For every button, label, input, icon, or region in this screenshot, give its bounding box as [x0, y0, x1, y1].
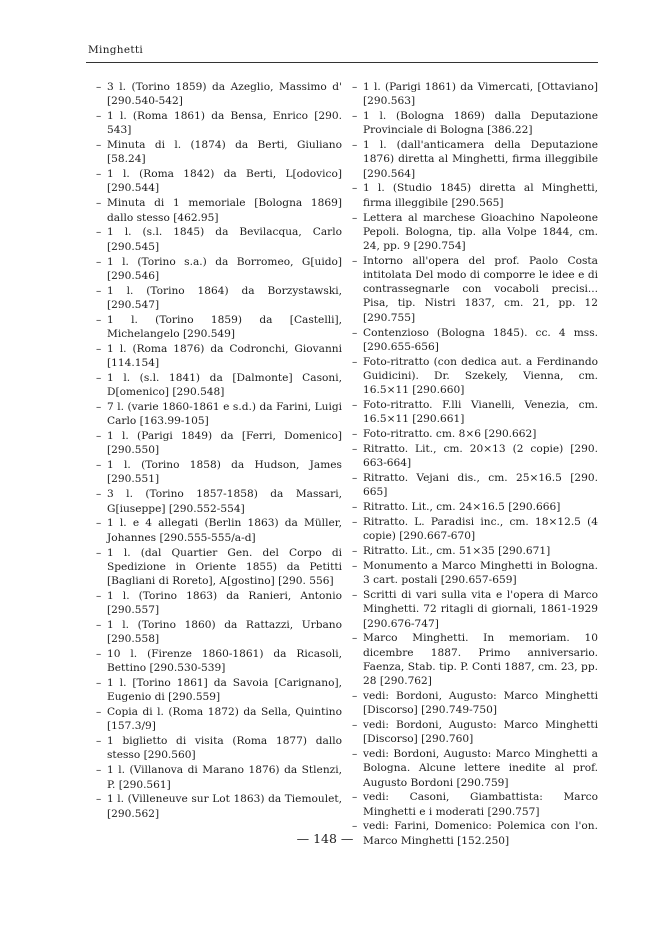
running-header: Minghetti: [88, 44, 144, 56]
entry-text: 1 l. (Torino 1863) da Ranieri, Antonio [290.557]: [107, 589, 342, 616]
entry-text: 1 l. (s.l. 1841) da [Dalmonte] Casoni, D[omenico] [290.548]: [107, 371, 342, 399]
index-entry: [352, 398, 598, 426]
entry-text: Ritratto. L. Paradisi inc., cm. 18×12.5 (4 copie) [290.667-670]: [363, 516, 598, 543]
index-entry: [352, 326, 598, 354]
index-entry: [352, 181, 598, 209]
index-entry: [352, 544, 598, 558]
index-entry: [352, 211, 598, 254]
index-entry: [96, 138, 342, 166]
entry-dash: –: [96, 677, 102, 690]
index-entry: [96, 705, 342, 733]
page-number: — 148 —: [296, 831, 354, 846]
entry-text: Minuta di 1 memoriale [Bologna 1869] dallo stesso [462.95]: [107, 197, 342, 224]
entry-dash: –: [352, 110, 358, 123]
entry-dash: –: [352, 139, 358, 152]
index-entry: [96, 763, 342, 791]
entry-dash: –: [96, 255, 102, 268]
entry-dash: –: [96, 168, 102, 181]
entry-text: 1 l. (Studio 1845) diretta al Minghetti, firma illeggibile [290.565]: [363, 182, 598, 209]
entry-text: 1 l. (Roma 1842) da Berti, L[odovico] [290.544]: [107, 168, 342, 195]
index-entry: [96, 342, 342, 370]
index-entry: [352, 138, 598, 181]
entry-dash: –: [96, 110, 102, 123]
index-entry: [352, 559, 598, 587]
index-entry: [96, 109, 342, 137]
entry-text: Ritratto. Lit., cm. 51×35 [290.671]: [363, 545, 551, 558]
index-entry: [352, 471, 598, 499]
entry-dash: –: [352, 81, 358, 93]
entry-text: 1 l. (dal Quartier Gen. del Corpo di Spedizione in Oriente 1855) da Petitti [Bagliani di Roreto], A[gostino] [290. 556]: [107, 546, 342, 587]
entry-dash: –: [352, 326, 358, 339]
index-entry: [352, 80, 598, 108]
entry-dash: –: [96, 459, 102, 472]
entry-dash: –: [96, 546, 102, 559]
entry-dash: –: [352, 254, 358, 267]
entry-dash: –: [352, 472, 358, 485]
entry-dash: –: [96, 706, 102, 719]
index-entry: [96, 167, 342, 195]
index-entry: [96, 589, 342, 617]
index-entry: [96, 647, 342, 675]
entry-dash: –: [96, 618, 102, 631]
entry-text: 1 l. (Torino 1864) da Borzystawski, [290.547]: [107, 284, 342, 311]
index-entry: [96, 516, 342, 544]
entry-text: 3 l. (Torino 1857-1858) da Massari, G[iuseppe] [290.552-554]: [107, 488, 342, 515]
entry-text: Intorno all'opera del prof. Paolo Costa intitolata Del modo di comporre le idee e di contrassegnarle con vocaboli precisi... Pisa, tip. Nistri 1837, cm. 21, pp. 12 [290.755]: [363, 254, 598, 324]
entry-dash: –: [352, 589, 358, 602]
index-entry: [352, 500, 598, 514]
entry-text: 1 l. (Villanova di Marano 1876) da Stlenzi, P. [290.561]: [107, 764, 342, 791]
entry-dash: –: [352, 820, 358, 833]
index-entry: [96, 400, 342, 428]
entry-dash: –: [352, 442, 358, 455]
entry-dash: –: [352, 545, 358, 558]
entry-text: 1 l. (Roma 1876) da Codronchi, Giovanni [114.154]: [107, 342, 342, 370]
entry-text: Scritti di vari sulla vita e l'opera di Marco Minghetti. 72 ritagli di giornali, 1861-1929 [290.676-747]: [363, 589, 598, 630]
entry-dash: –: [352, 516, 358, 529]
entry-text: 1 l. (Parigi 1849) da [Ferri, Domenico] [290.550]: [107, 430, 342, 457]
entry-text: Ritratto. Lit., cm. 20×13 (2 copie) [290. 663-664]: [363, 442, 598, 470]
index-entry: [352, 515, 598, 543]
index-entry: [352, 355, 598, 398]
entry-dash: –: [352, 689, 358, 702]
index-entry: [96, 487, 342, 515]
entry-text: Foto-ritratto. cm. 8×6 [290.662]: [363, 428, 537, 441]
entry-text: 1 l. (Torino s.a.) da Borromeo, G[uido] [290.546]: [107, 255, 342, 282]
entry-text: Minuta di l. (1874) da Berti, Giuliano [58.24]: [107, 139, 342, 166]
entry-dash: –: [96, 735, 102, 748]
index-entry: [96, 284, 342, 312]
index-entry: [96, 458, 342, 486]
index-entry: [352, 718, 598, 746]
header-rule: [86, 62, 598, 63]
index-entry: [352, 689, 598, 717]
entry-text: 1 l. (s.l. 1845) da Bevilacqua, Carlo [290.545]: [107, 226, 342, 253]
index-entry: [352, 631, 598, 688]
index-entry: [352, 254, 598, 325]
entry-text: Ritratto. Lit., cm. 24×16.5 [290.666]: [363, 501, 561, 514]
entry-text: vedi: Bordoni, Augusto: Marco Minghetti [Discorso] [290.760]: [363, 719, 598, 746]
index-entry: [352, 588, 598, 631]
entry-text: vedi: Casoni, Giambattista: Marco Minghetti e i moderati [290.757]: [363, 791, 598, 818]
entry-dash: –: [352, 398, 358, 411]
entry-dash: –: [96, 139, 102, 152]
entry-text: Ritratto. Vejani dis., cm. 25×16.5 [290. 665]: [363, 472, 598, 499]
entry-text: Marco Minghetti. In memoriam. 10 dicembre 1887. Primo anniversario. Faenza, Stab. tip. P. Conti 1887, cm. 23, pp. 28 [290.762]: [363, 632, 598, 688]
entry-dash: –: [96, 517, 102, 530]
entry-dash: –: [352, 632, 358, 645]
entry-dash: –: [352, 560, 358, 573]
index-entry: [96, 196, 342, 224]
entry-text: 1 l. e 4 allegati (Berlin 1863) da Müller, Johannes [290.555-555/a-d]: [107, 517, 342, 544]
index-entry: [96, 734, 342, 762]
index-entry: [96, 255, 342, 283]
index-entry: [96, 792, 342, 820]
entry-text: Monumento a Marco Minghetti in Bologna. 3 cart. postali [290.657-659]: [363, 560, 598, 587]
index-entry: [96, 371, 342, 399]
index-entry: [96, 313, 342, 341]
entry-dash: –: [96, 430, 102, 443]
index-entry: [96, 618, 342, 646]
entry-dash: –: [352, 428, 358, 441]
entry-text: 1 l. (Bologna 1869) dalla Deputazione Provinciale di Bologna [386.22]: [363, 110, 598, 137]
entry-dash: –: [96, 226, 102, 239]
index-entry: [352, 790, 598, 818]
entry-dash: –: [96, 313, 102, 326]
entry-text: 1 biglietto di visita (Roma 1877) dallo stesso [290.560]: [107, 735, 342, 762]
entry-text: 1 l. [Torino 1861] da Savoia [Carignano], Eugenio di [290.559]: [107, 677, 342, 704]
entry-text: 1 l. (Torino 1860) da Rattazzi, Urbano [290.558]: [107, 618, 342, 646]
entry-text: 10 l. (Firenze 1860-1861) da Ricasoli, Bettino [290.530-539]: [107, 647, 342, 675]
entry-dash: –: [352, 719, 358, 731]
entry-text: vedi: Farini, Domenico: Polemica con l'on. Marco Minghetti [152.250]: [363, 820, 598, 847]
entry-dash: –: [96, 401, 102, 414]
entry-text: 1 l. (Roma 1861) da Bensa, Enrico [290. 543]: [107, 110, 342, 137]
entry-dash: –: [96, 793, 102, 806]
left-column: [96, 80, 342, 822]
entry-dash: –: [96, 342, 102, 355]
index-entry: [96, 546, 342, 589]
entry-text: 7 l. (varie 1860-1861 e s.d.) da Farini, Luigi Carlo [163.99-105]: [107, 401, 342, 428]
index-entry: [352, 109, 598, 137]
index-entry: [352, 427, 598, 441]
entry-text: 1 l. (Torino 1859) da [Castelli], Michelangelo [290.549]: [107, 313, 342, 340]
entry-text: Foto-ritratto (con dedica aut. a Ferdinando Guidicini). Dr. Szekely, Vienna, cm. 16.5×11 [290.660]: [363, 355, 598, 397]
entry-text: Lettera al marchese Gioachino Napoleone Pepoli. Bologna, tip. alla Volpe 1844, cm. 24, pp. 9 [290.754]: [363, 211, 598, 252]
index-entry: [96, 676, 342, 704]
index-entry: [96, 80, 342, 108]
entry-dash: –: [96, 589, 102, 602]
entry-text: 1 l. (Torino 1858) da Hudson, James [290.551]: [107, 459, 342, 486]
entry-dash: –: [352, 355, 358, 368]
entry-dash: –: [96, 764, 102, 777]
entry-dash: –: [96, 647, 102, 660]
entry-text: 1 l. (dall'anticamera della Deputazione 1876) diretta al Minghetti, firma illeggibile [290.564]: [363, 139, 598, 180]
index-entry: [352, 442, 598, 470]
index-entry: [96, 225, 342, 253]
entry-text: Contenzioso (Bologna 1845). cc. 4 mss. [290.655-656]: [363, 326, 598, 353]
right-column: [352, 80, 598, 849]
entry-dash: –: [96, 488, 102, 501]
entry-dash: –: [96, 371, 102, 384]
entry-text: vedi: Bordoni, Augusto: Marco Minghetti [Discorso] [290.749-750]: [363, 689, 598, 717]
entry-dash: –: [352, 211, 358, 224]
entry-dash: –: [96, 284, 102, 297]
entry-dash: –: [96, 81, 102, 93]
index-entry: [352, 747, 598, 790]
entry-dash: –: [352, 791, 358, 804]
entry-text: 3 l. (Torino 1859) da Azeglio, Massimo d' [290.540-542]: [107, 81, 342, 108]
index-entry: [96, 429, 342, 457]
entry-text: vedi: Bordoni, Augusto: Marco Minghetti a Bologna. Alcune lettere inedite al prof. Augusto Bordoni [290.759]: [363, 748, 598, 789]
entry-text: 1 l. (Parigi 1861) da Vimercati, [Ottaviano] [290.563]: [363, 81, 598, 108]
entry-text: 1 l. (Villeneuve sur Lot 1863) da Tiemoulet, [290.562]: [107, 793, 342, 820]
entry-dash: –: [352, 501, 358, 514]
entry-dash: –: [352, 182, 358, 195]
entry-dash: –: [96, 197, 102, 210]
entry-text: Copia di l. (Roma 1872) da Sella, Quintino [157.3/9]: [107, 706, 342, 733]
entry-text: Foto-ritratto. F.lli Vianelli, Venezia, cm. 16.5×11 [290.661]: [363, 398, 598, 426]
entry-dash: –: [352, 748, 358, 761]
